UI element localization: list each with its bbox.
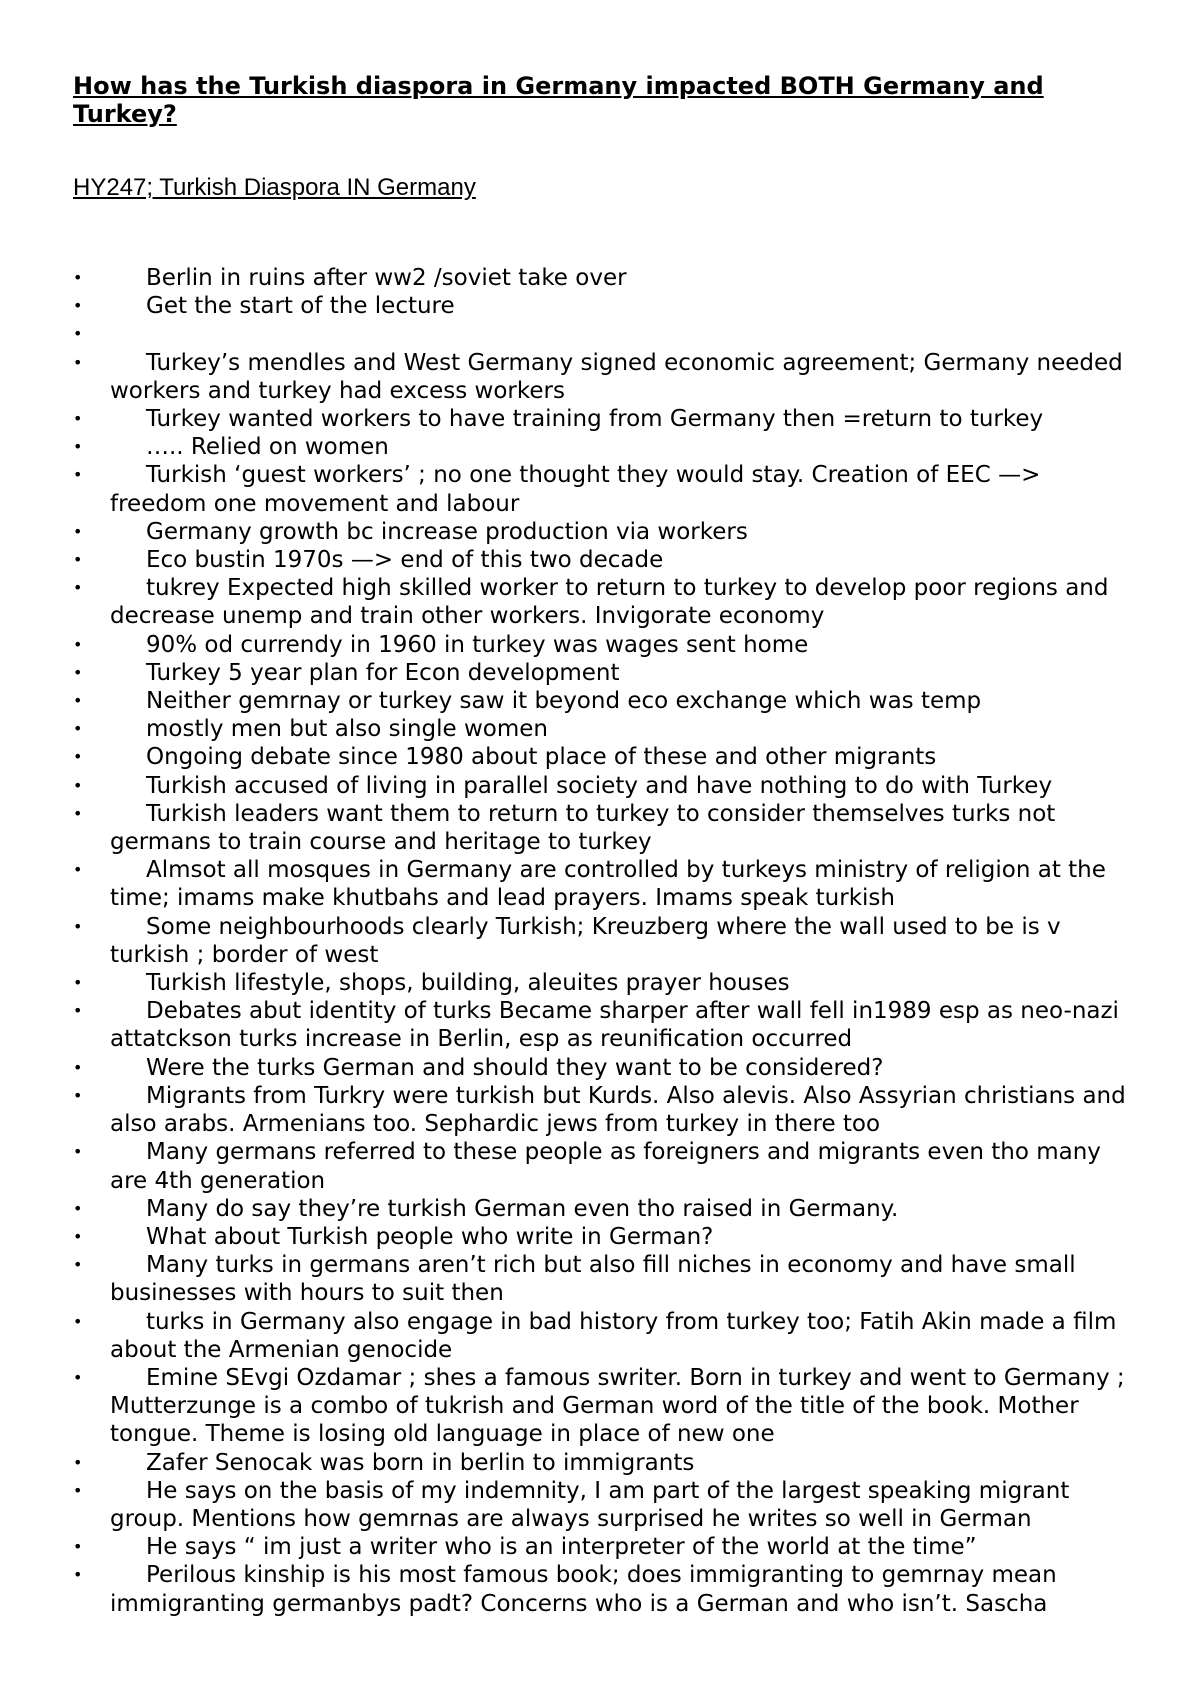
list-item-text: Eco bustin 1970s —> end of this two decade (146, 547, 664, 574)
list-item-text: turks in Germany also engage in bad history from turkey too; Fatih Akin made a film about the Armenian genocide (110, 1308, 1117, 1363)
list-item-text: Neither gemrnay or turkey saw it beyond eco exchange which was temp (146, 688, 982, 715)
list-item (0, 574, 1200, 630)
bullet-icon: • (73, 803, 83, 823)
list-item (0, 405, 1200, 433)
list-item (0, 518, 1200, 546)
bullet-icon: • (73, 465, 83, 485)
bullet-icon: • (73, 1565, 83, 1585)
list-item (0, 1251, 1200, 1307)
list-item-text: He says “ im just a writer who is an interpreter of the world at the time” (146, 1534, 977, 1561)
list-item-text: Turkish ‘guest workers’ ; no one thought they would stay. Creation of EEC —> freedom one movement and labour (110, 462, 1041, 517)
bullet-icon: • (73, 1085, 83, 1105)
list-item (0, 800, 1200, 856)
list-item (0, 913, 1200, 969)
bullet-icon: • (73, 1198, 83, 1218)
list-item-text: Turkey’s mendles and West Germany signed economic agreement; Germany needed workers and turkey had excess workers (110, 349, 1123, 404)
list-item-text: Were the turks German and should they want to be considered? (146, 1054, 884, 1081)
bullet-icon: • (73, 662, 83, 682)
bullet-icon: • (73, 1226, 83, 1246)
list-item (0, 1449, 1200, 1477)
bullet-icon: • (73, 324, 83, 344)
list-item (0, 856, 1200, 912)
list-item-text: Many do say they’re turkish German even tho raised in Germany. (146, 1195, 899, 1222)
bullet-icon: • (73, 691, 83, 711)
bullet-icon: • (73, 352, 83, 372)
list-item (0, 433, 1200, 461)
list-item (0, 461, 1200, 517)
list-item (0, 631, 1200, 659)
bullet-icon: • (73, 1452, 83, 1472)
bullet-icon: • (73, 719, 83, 739)
bullet-icon: • (73, 1142, 83, 1162)
list-item (0, 1223, 1200, 1251)
list-item-text: Turkey wanted workers to have training from Germany then =return to turkey (146, 406, 1044, 433)
bullet-icon: • (73, 550, 83, 570)
bullet-icon: • (73, 437, 83, 457)
bullet-icon: • (73, 973, 83, 993)
list-item-text: Many germans referred to these people as foreigners and migrants even tho many are 4th generation (110, 1139, 1101, 1194)
list-item (0, 743, 1200, 771)
list-item (0, 1082, 1200, 1138)
bullet-icon: • (73, 578, 83, 598)
list-item (0, 320, 1200, 348)
list-item (0, 292, 1200, 320)
bullet-icon: • (73, 268, 83, 287)
list-item (0, 1195, 1200, 1223)
list-item-text: What about Turkish people who write in German? (146, 1223, 714, 1250)
document-title: How has the Turkish diaspora in Germany impacted BOTH Germany and Turkey? (73, 72, 1044, 128)
list-item (0, 1138, 1200, 1194)
list-item-text: Zafer Senocak was born in berlin to immigrants (146, 1449, 695, 1476)
list-item-text: Get the start of the lecture (146, 293, 455, 320)
list-item (0, 1477, 1200, 1533)
list-item-text: Ongoing debate since 1980 about place of these and other migrants (146, 744, 937, 771)
list-item-text: Perilous kinship is his most famous book; does immigranting to gemrnay mean immigranting germanbys padt? Concerns who is a German and who isn’t. Sascha (110, 1562, 1057, 1617)
notes-list (0, 264, 1200, 1618)
list-item (0, 997, 1200, 1053)
list-item (0, 1561, 1200, 1617)
list-item-text: tukrey Expected high skilled worker to return to turkey to develop poor regions and decrease unemp and train other workers. Invigorate economy (110, 575, 1109, 630)
list-item (0, 969, 1200, 997)
bullet-icon: • (73, 775, 83, 795)
list-item-text (110, 320, 1140, 348)
list-item (0, 1364, 1200, 1449)
list-item (0, 349, 1200, 405)
bullet-icon: • (73, 296, 83, 316)
list-item-text: Turkish accused of living in parallel society and have nothing to do with Turkey (146, 772, 1053, 799)
list-item-text: Berlin in ruins after ww2 /soviet take over (146, 265, 627, 291)
bullet-icon: • (73, 1480, 83, 1500)
list-item-text: Many turks in germans aren’t rich but also fill niches in economy and have small businesses with hours to suit then (110, 1252, 1076, 1307)
bullet-icon: • (73, 1255, 83, 1275)
bullet-icon: • (73, 1001, 83, 1021)
list-item (0, 772, 1200, 800)
list-item-text: Migrants from Turkry were turkish but Kurds. Also alevis. Also Assyrian christians and also arabs. Armenians too. Sephardic jews from turkey in there too (110, 1082, 1126, 1138)
list-item (0, 1054, 1200, 1082)
list-item-text: He says on the basis of my indemnity, I am part of the largest speaking migrant group. Mentions how gemrnas are always surprised he writes so well in German (110, 1477, 1070, 1532)
list-item-text: Some neighbourhoods clearly Turkish; Kreuzberg where the wall used to be is v turkish ; border of west (110, 913, 1061, 968)
list-item (0, 264, 1200, 292)
bullet-icon: • (73, 634, 83, 654)
list-item (0, 1533, 1200, 1561)
list-item (0, 546, 1200, 574)
list-item (0, 715, 1200, 743)
bullet-icon: • (73, 747, 83, 767)
list-item-text: Almsot all mosques in Germany are controlled by turkeys ministry of religion at the time; imams make khutbahs and lead prayers. Imams speak turkish (110, 857, 1106, 912)
list-item-text: Turkey 5 year plan for Econ development (146, 659, 620, 686)
bullet-icon: • (73, 1367, 83, 1387)
list-item-text: ….. Relied on women (146, 434, 389, 461)
list-item-text: Turkish leaders want them to return to turkey to consider themselves turks not germans to train course and heritage to turkey (110, 800, 1056, 856)
bullet-icon: • (73, 916, 83, 936)
list-item-text: Debates abut identity of turks Became sharper after wall fell in1989 esp as neo-nazi attatckson turks increase in Berlin, esp as reunification occurred (110, 998, 1119, 1053)
bullet-icon: • (73, 409, 83, 429)
document-subtitle: HY247; Turkish Diaspora IN Germany (73, 174, 476, 201)
list-item (0, 687, 1200, 715)
list-item-text: Turkish lifestyle, shops, building, aleuites prayer houses (146, 970, 790, 997)
bullet-icon: • (73, 521, 83, 541)
list-item (0, 1308, 1200, 1364)
list-item-text: Germany growth bc increase production via workers (146, 518, 748, 545)
list-item-text: mostly men but also single women (146, 716, 549, 743)
bullet-icon: • (73, 860, 83, 880)
bullet-icon: • (73, 1537, 83, 1557)
list-item (0, 659, 1200, 687)
bullet-icon: • (73, 1311, 83, 1331)
bullet-icon: • (73, 1057, 83, 1077)
list-item-text: 90% od currendy in 1960 in turkey was wages sent home (146, 631, 809, 658)
list-item-text: Emine SEvgi Ozdamar ; shes a famous swriter. Born in turkey and went to Germany ; Mutterzunge is a combo of tukrish and German word of the title of the book. Mother tongue. Theme is losing old language in place of new one (110, 1364, 1125, 1448)
